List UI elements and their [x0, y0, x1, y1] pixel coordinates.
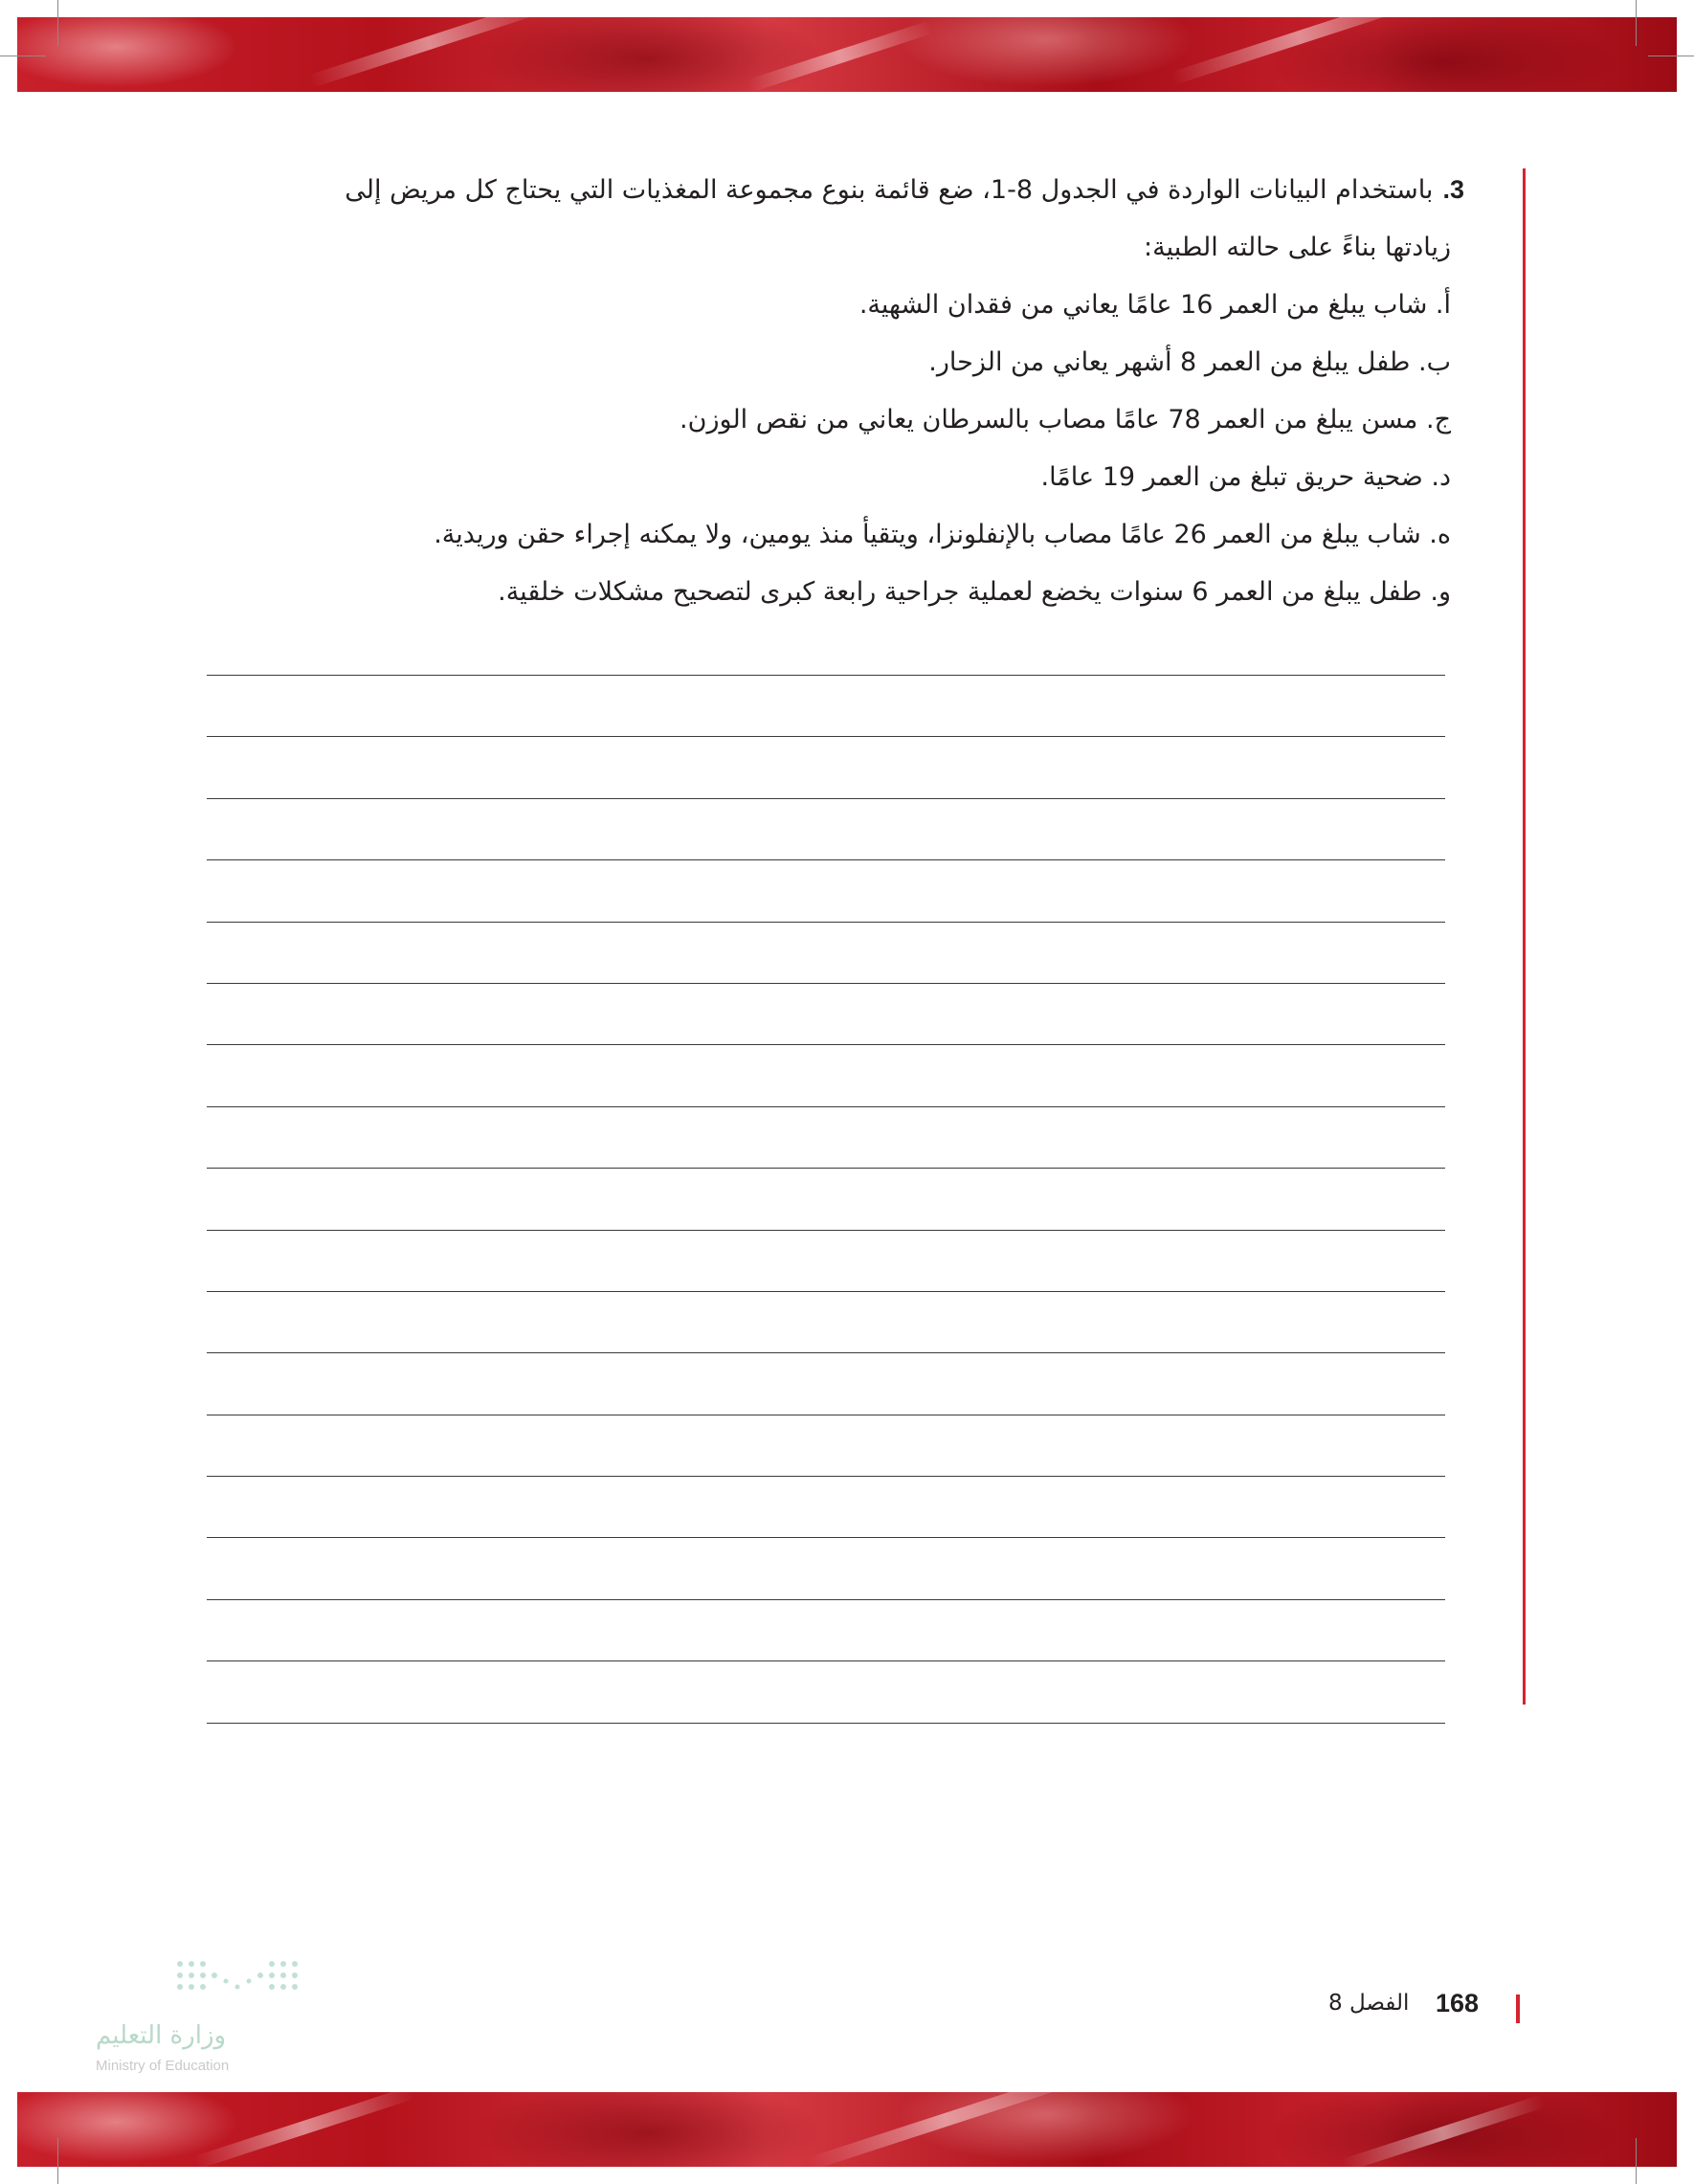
answer-line[interactable] [207, 1598, 1445, 1600]
ministry-name-arabic: وزارة التعليم [96, 2021, 227, 2050]
answer-line[interactable] [207, 1722, 1445, 1724]
question-intro-line-1: باستخدام البيانات الواردة في الجدول 8-1، ضع قائمة بنوع مجموعة المغذيات التي يحتاج كل مريض إلى [345, 175, 1434, 205]
answer-line[interactable] [207, 1351, 1445, 1353]
answer-line[interactable] [207, 1105, 1445, 1107]
question-number: 3. [1442, 175, 1464, 204]
answer-line[interactable] [207, 1290, 1445, 1292]
question-intro-line-2: زيادتها بناءً على حالته الطبية: [1144, 233, 1451, 262]
question-block [191, 161, 1464, 621]
answer-line[interactable] [207, 1536, 1445, 1538]
banner-highlight [193, 2092, 416, 2167]
answer-line[interactable] [207, 982, 1445, 984]
question-item: ب. طفل يبلغ من العمر 8 أشهر يعاني من الزحار. [928, 347, 1451, 377]
top-banner [17, 17, 1677, 92]
answer-line[interactable] [207, 1167, 1445, 1169]
page-number: 168 [1436, 1989, 1480, 2017]
banner-highlight [747, 20, 934, 92]
question-item: و. طفل يبلغ من العمر 6 سنوات يخضع لعملية جراحية رابعة كبرى لتصحيح مشكلات خلقية. [498, 577, 1451, 607]
ministry-name-english: Ministry of Education [96, 2058, 230, 2074]
banner-highlight [308, 17, 549, 88]
answer-line[interactable] [207, 1414, 1445, 1415]
question-intro [191, 161, 1464, 277]
question-item: ج. مسن يبلغ من العمر 78 عامًا مصاب بالسرطان يعاني من نقص الوزن. [680, 405, 1451, 435]
answer-line[interactable] [207, 674, 1445, 676]
answer-line[interactable] [207, 921, 1445, 923]
question-item: د. ضحية حريق تبلغ من العمر 19 عامًا. [1040, 462, 1451, 492]
banner-highlight [1170, 17, 1430, 85]
answer-line[interactable] [207, 858, 1445, 860]
answer-line[interactable] [207, 735, 1445, 737]
question-item: أ. شاب يبلغ من العمر 16 عامًا يعاني من فقدان الشهية. [858, 290, 1451, 320]
answer-line[interactable] [207, 797, 1445, 799]
banner-highlight [807, 2092, 1084, 2167]
crop-mark [57, 2138, 58, 2184]
answer-line[interactable] [207, 1660, 1445, 1661]
crop-mark [57, 0, 58, 46]
answer-area[interactable] [207, 674, 1445, 1783]
banner-highlight [1341, 2094, 1546, 2167]
margin-accent-rule [1523, 168, 1526, 1705]
footer-accent-bar [1516, 1995, 1520, 2023]
bottom-banner [17, 2092, 1677, 2167]
answer-line[interactable] [207, 1043, 1445, 1045]
answer-line[interactable] [207, 1475, 1445, 1477]
question-item: ه. شاب يبلغ من العمر 26 عامًا مصاب بالإنفلونزا، ويتقيأ منذ يومين، ولا يمكنه إجراء حقن وريدية. [434, 520, 1451, 549]
crop-mark [1636, 0, 1637, 46]
crop-mark [1636, 2138, 1637, 2184]
chapter-label: الفصل 8 [1328, 1991, 1410, 2016]
answer-line[interactable] [207, 1229, 1445, 1231]
